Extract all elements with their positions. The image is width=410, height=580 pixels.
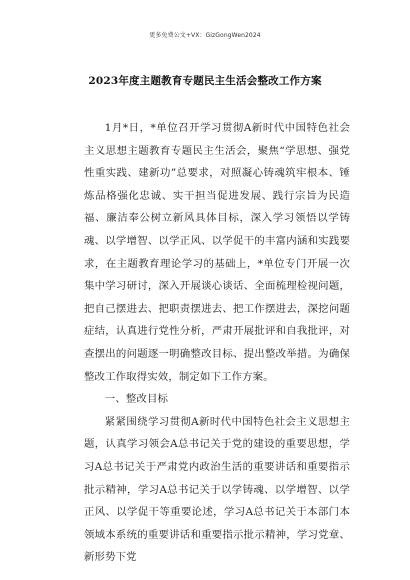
document-body xyxy=(84,117,350,569)
header-note: 更多免费公文+VX：GizGongWen2024 xyxy=(149,32,261,39)
intro-paragraph: 1月*日，*单位召开学习贯彻A新时代中国特色社会主义思想主题教育专题民主生活会，聚焦“学思想、强党性重实践、建新功”总要求，对照凝心铸魂筑牢根本、锤炼品格强化忠诚、实干担当促进发展、践行宗旨为民造福、廉洁奉公树立新风具体目标，深入学习领悟以学铸魂、以学增智、以学正风、以学促干的丰富内涵和实践要求，在主题教育理论学习的基础上，*单位专门开展一次集中学习研讨，深入开展谈心谈话、全面梳理检视问题，把自己摆进去、把职责摆进去、把工作摆进去，深挖问题症结，认真进行党性分析，严肃开展批评和自我批评，对查摆出的问题逐一明确整改目标、提出整改举措。为确保整改工作取得实效，制定如下工作方案。 xyxy=(84,122,350,383)
section-heading: 一、整改目标 xyxy=(104,393,169,406)
section-paragraph: 紧紧围绕学习贯彻A新时代中国特色社会主义思想主题，认真学习领会A总书记关于党的建设的重要思想，学习A总书记关于严肃党内政治生活的重要讲话和重要指示批示精神，学习A总书记关于以学铸魂、以学增智、以学正风、以学促干等重要论述，学习A总书记关于本部门本领域本系统的重要讲话和重要指示批示精神，学习党章、新形势下党 xyxy=(84,415,350,564)
document-title: 2023年度主题教育专题民主生活会整改工作方案 xyxy=(88,75,322,87)
